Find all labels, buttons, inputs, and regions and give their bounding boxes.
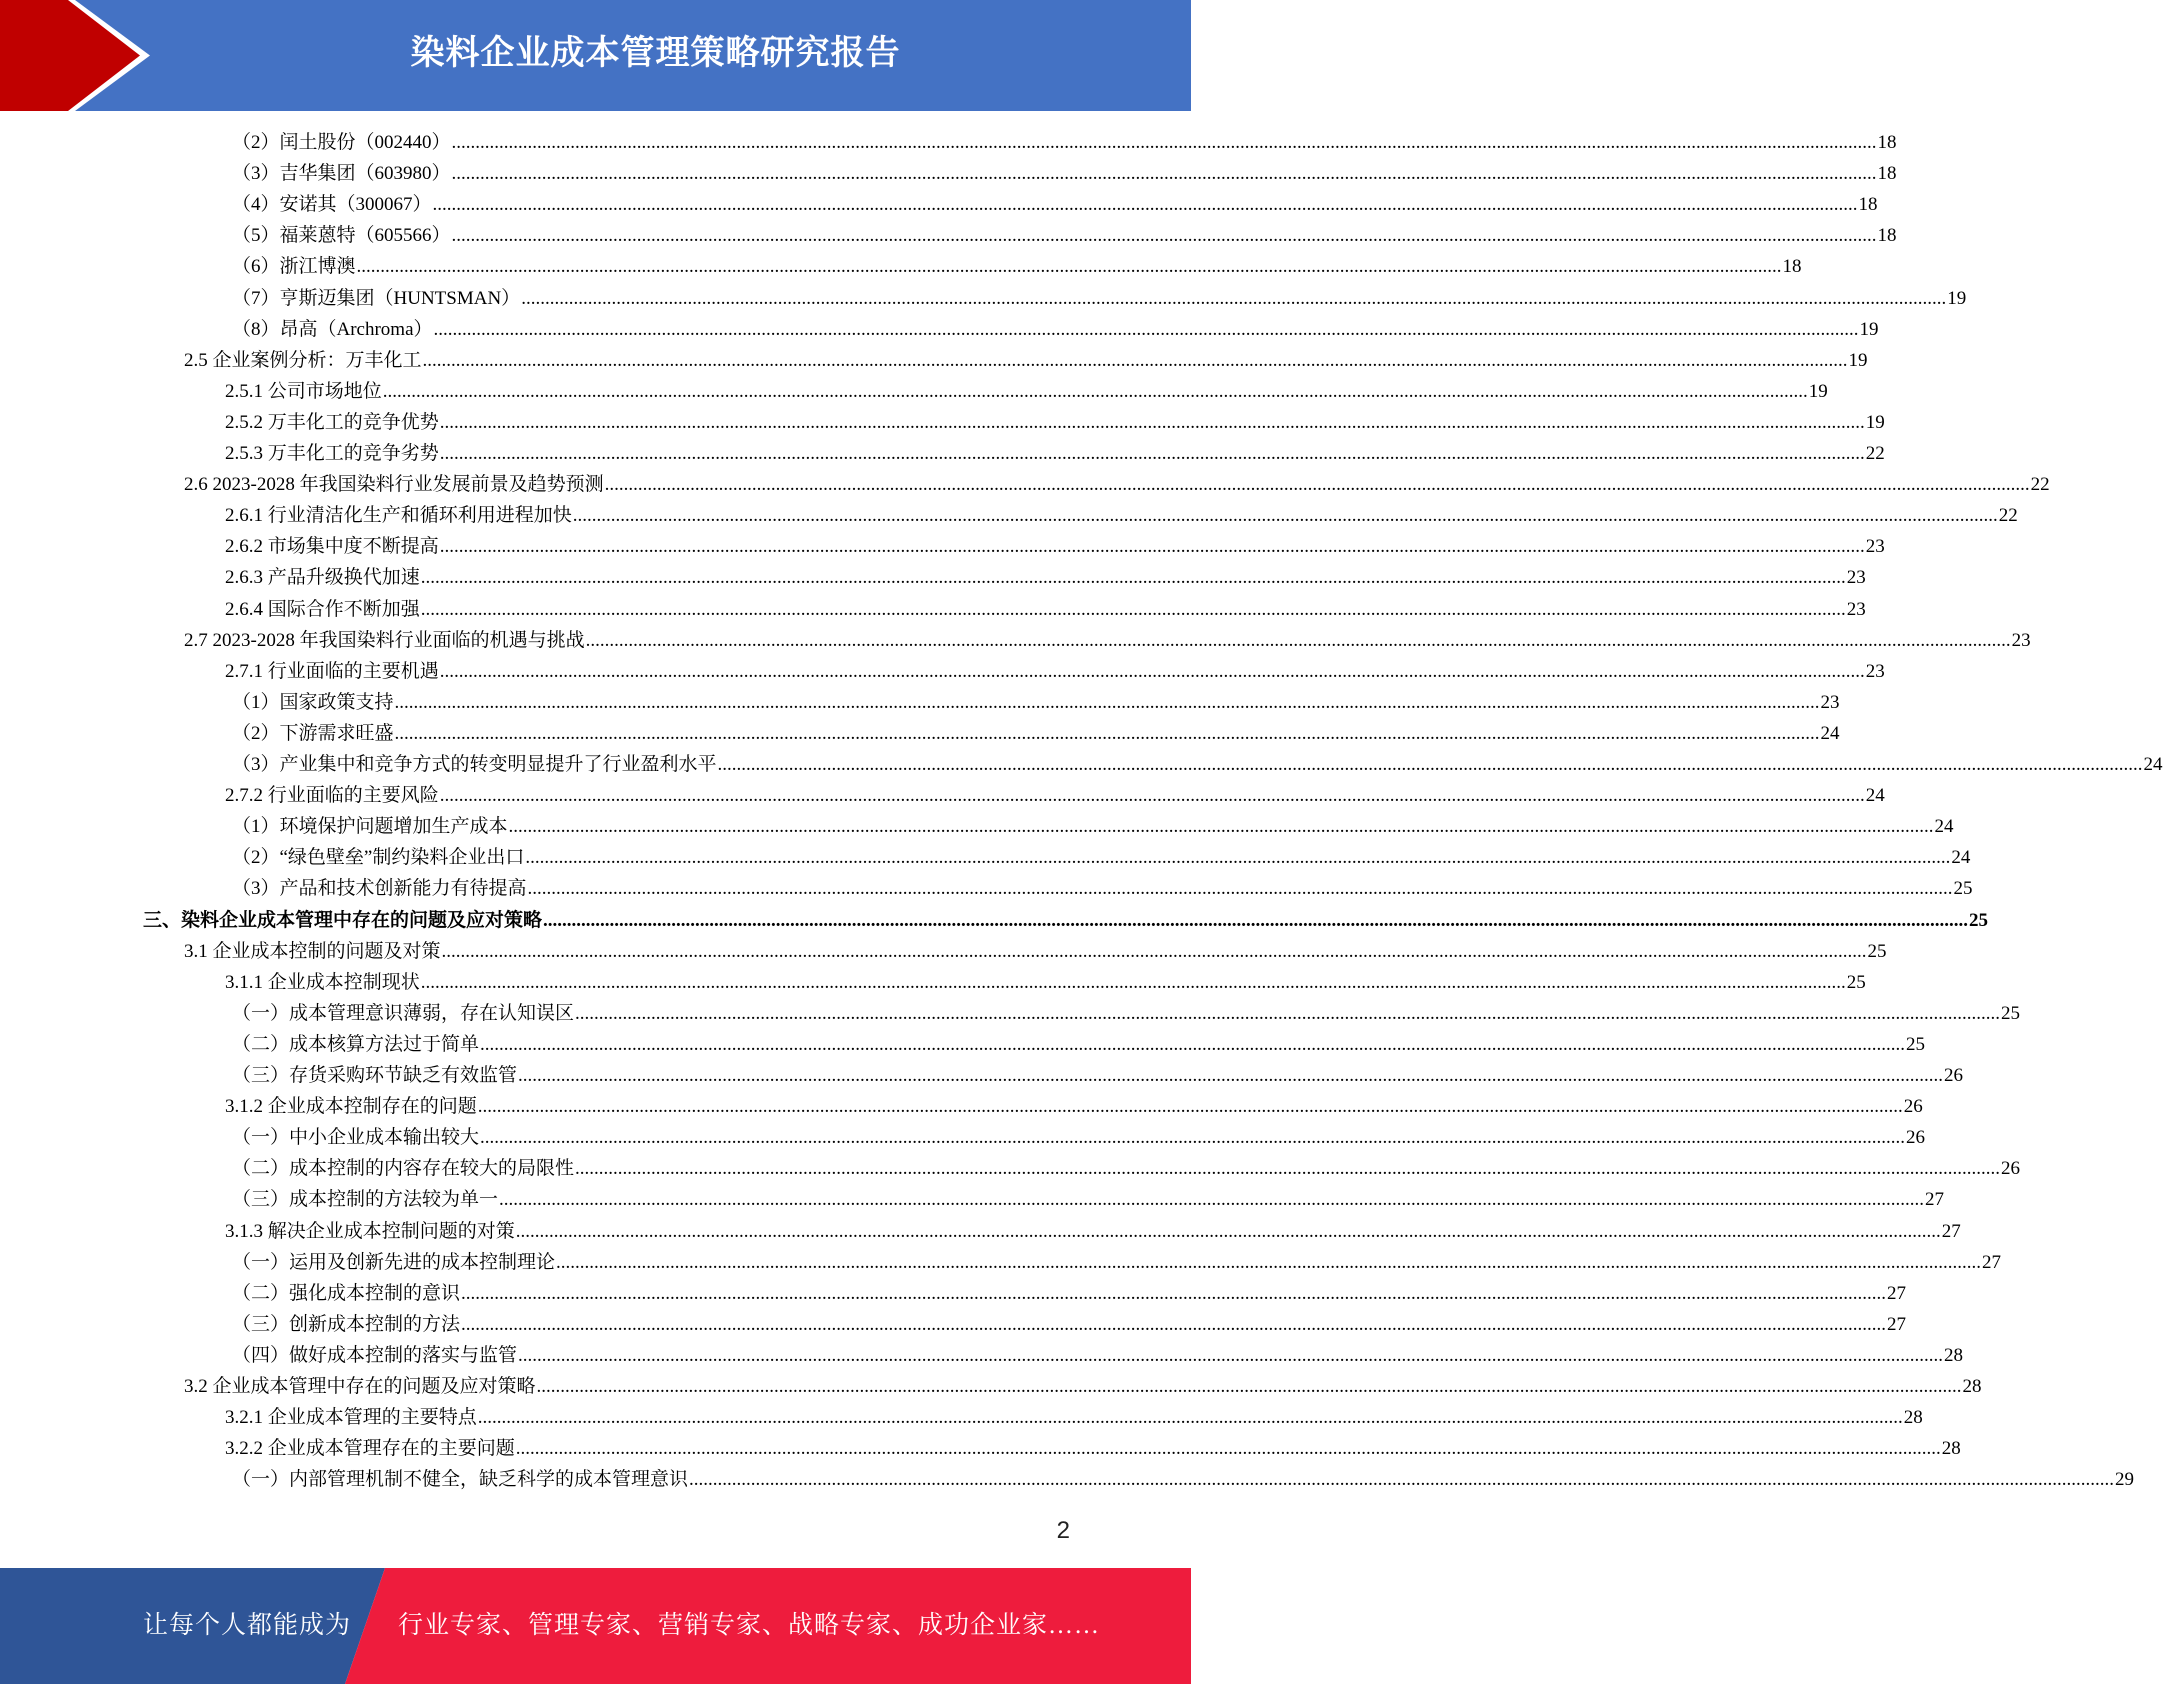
toc-leader-dots: ............................................................................................................................................................................................................................................................................................................ bbox=[717, 754, 2143, 775]
toc-leader-dots: ............................................................................................................................................................................................................................................................................................................ bbox=[556, 1252, 1982, 1273]
toc-leader-dots: ............................................................................................................................................................................................................................................................................................................ bbox=[433, 319, 1859, 340]
toc-entry-page: 18 bbox=[1782, 256, 1802, 277]
page-header bbox=[0, 0, 1191, 111]
toc-entry-page: 28 bbox=[1944, 1345, 1964, 1366]
toc-entry-title: 三、染料企业成本管理中存在的问题及应对策略 bbox=[143, 910, 543, 931]
toc-leader-dots: ............................................................................................................................................................................................................................................................................................................ bbox=[461, 1314, 1887, 1335]
toc-entry-page: 27 bbox=[1925, 1189, 1945, 1210]
toc-entry[interactable] bbox=[225, 1216, 1961, 1247]
toc-entry[interactable] bbox=[184, 936, 1887, 967]
toc-entry[interactable] bbox=[232, 998, 2021, 1029]
toc-entry-page: 28 bbox=[1941, 1438, 1961, 1459]
toc-entry-title: （二）强化成本控制的意识 bbox=[232, 1283, 461, 1304]
toc-entry[interactable] bbox=[225, 1402, 1923, 1433]
toc-entry[interactable] bbox=[232, 1122, 1926, 1153]
toc-leader-dots: ............................................................................................................................................................................................................................................................................................................ bbox=[575, 1003, 2001, 1024]
toc-entry-title: （4）安诺其（300067） bbox=[232, 194, 432, 215]
toc-entry-title: 2.7 2023-2028 年我国染料行业面临的机遇与挑战 bbox=[184, 630, 585, 651]
toc-entry-title: （二）成本核算方法过于简单 bbox=[232, 1034, 480, 1055]
toc-leader-dots: ............................................................................................................................................................................................................................................................................................................ bbox=[518, 1345, 1944, 1366]
toc-leader-dots: ............................................................................................................................................................................................................................................................................................................ bbox=[394, 692, 1820, 713]
toc-entry-title: （一）中小企业成本输出较大 bbox=[232, 1127, 480, 1148]
toc-leader-dots: ............................................................................................................................................................................................................................................................................................................ bbox=[515, 1221, 1941, 1242]
toc-entry[interactable] bbox=[225, 656, 1885, 687]
toc-entry[interactable] bbox=[184, 625, 2031, 656]
toc-entry[interactable] bbox=[225, 407, 1885, 438]
toc-leader-dots: ............................................................................................................................................................................................................................................................................................................ bbox=[585, 630, 2011, 651]
toc-leader-dots: ............................................................................................................................................................................................................................................................................................................ bbox=[515, 1438, 1941, 1459]
toc-entry[interactable] bbox=[184, 345, 1868, 376]
footer-slogan-right: 行业专家、管理专家、营销专家、战略专家、成功企业家…… bbox=[398, 1612, 1101, 1639]
toc-entry-title: （一）内部管理机制不健全，缺乏科学的成本管理意识 bbox=[232, 1469, 689, 1490]
toc-entry-title: 2.5 企业案例分析：万丰化工 bbox=[184, 350, 422, 371]
toc-entry-page: 25 bbox=[1953, 878, 1973, 899]
page-footer bbox=[0, 1568, 1191, 1684]
toc-entry-page: 19 bbox=[1865, 412, 1885, 433]
toc-entry-title: （6）浙江博澳 bbox=[232, 256, 356, 277]
toc-entry-title: （2）闰土股份（002440） bbox=[232, 132, 451, 153]
toc-entry[interactable] bbox=[232, 1340, 1964, 1371]
toc-entry-page: 24 bbox=[1951, 847, 1971, 868]
toc-entry-title: （1）环境保护问题增加生产成本 bbox=[232, 816, 508, 837]
toc-entry[interactable] bbox=[232, 314, 1879, 345]
toc-entry-page: 26 bbox=[2001, 1158, 2021, 1179]
toc-entry-title: （二）成本控制的内容存在较大的局限性 bbox=[232, 1158, 575, 1179]
toc-entry[interactable] bbox=[225, 967, 1866, 998]
toc-leader-dots: ............................................................................................................................................................................................................................................................................................................ bbox=[439, 661, 1865, 682]
toc-entry[interactable] bbox=[225, 500, 2018, 531]
toc-entry-title: （一）成本管理意识薄弱，存在认知误区 bbox=[232, 1003, 575, 1024]
toc-entry[interactable] bbox=[184, 1371, 1982, 1402]
toc-entry[interactable] bbox=[232, 220, 1897, 251]
toc-entry[interactable] bbox=[232, 251, 1802, 282]
toc-entry[interactable] bbox=[232, 873, 1973, 904]
toc-leader-dots: ............................................................................................................................................................................................................................................................................................................ bbox=[543, 910, 1969, 931]
toc-entry-title: （四）做好成本控制的落实与监管 bbox=[232, 1345, 518, 1366]
toc-entry[interactable] bbox=[232, 1060, 1964, 1091]
toc-entry-title: 2.7.1 行业面临的主要机遇 bbox=[225, 661, 439, 682]
toc-leader-dots: ............................................................................................................................................................................................................................................................................................................ bbox=[572, 505, 1998, 526]
toc-entry-title: 2.7.2 行业面临的主要风险 bbox=[225, 785, 439, 806]
toc-entry-title: 2.6.4 国际合作不断加强 bbox=[225, 599, 420, 620]
toc-leader-dots: ............................................................................................................................................................................................................................................................................................................ bbox=[604, 474, 2030, 495]
toc-entry[interactable] bbox=[225, 594, 1866, 625]
toc-entry[interactable] bbox=[184, 469, 2050, 500]
toc-entry-page: 18 bbox=[1877, 132, 1897, 153]
toc-entry-page: 25 bbox=[1969, 910, 1989, 931]
toc-leader-dots: ............................................................................................................................................................................................................................................................................................................ bbox=[499, 1189, 1925, 1210]
toc-entry[interactable] bbox=[232, 842, 1971, 873]
toc-leader-dots: ............................................................................................................................................................................................................................................................................................................ bbox=[451, 163, 1877, 184]
toc-entry[interactable] bbox=[232, 687, 1840, 718]
toc-entry[interactable] bbox=[232, 1184, 1945, 1215]
toc-entry-title: 3.1.1 企业成本控制现状 bbox=[225, 972, 420, 993]
toc-entry-title: （2）“绿色壁垒”制约染料企业出口 bbox=[232, 847, 525, 868]
toc-entry-page: 18 bbox=[1877, 163, 1897, 184]
toc-entry[interactable] bbox=[225, 438, 1885, 469]
toc-entry-page: 19 bbox=[1859, 319, 1879, 340]
toc-leader-dots: ............................................................................................................................................................................................................................................................................................................ bbox=[477, 1407, 1903, 1428]
toc-leader-dots: ............................................................................................................................................................................................................................................................................................................ bbox=[432, 194, 1858, 215]
toc-entry-title: 2.5.3 万丰化工的竞争劣势 bbox=[225, 443, 439, 464]
toc-entry-page: 29 bbox=[2115, 1469, 2135, 1490]
toc-entry-page: 24 bbox=[1865, 785, 1885, 806]
toc-leader-dots: ............................................................................................................................................................................................................................................................................................................ bbox=[508, 816, 1934, 837]
toc-leader-dots: ............................................................................................................................................................................................................................................................................................................ bbox=[477, 1096, 1903, 1117]
toc-entry-title: （三）成本控制的方法较为单一 bbox=[232, 1189, 499, 1210]
toc-entry-page: 18 bbox=[1858, 194, 1878, 215]
toc-entry-title: （三）存货采购环节缺乏有效监管 bbox=[232, 1065, 518, 1086]
toc-leader-dots: ............................................................................................................................................................................................................................................................................................................ bbox=[420, 972, 1846, 993]
toc-entry-page: 28 bbox=[1903, 1407, 1923, 1428]
toc-entry-page: 28 bbox=[1962, 1376, 1982, 1397]
toc-entry-title: 2.5.2 万丰化工的竞争优势 bbox=[225, 412, 439, 433]
toc-leader-dots: ............................................................................................................................................................................................................................................................................................................ bbox=[439, 785, 1865, 806]
toc-entry-title: （3）产业集中和竞争方式的转变明显提升了行业盈利水平 bbox=[232, 754, 717, 775]
toc-leader-dots: ............................................................................................................................................................................................................................................................................................................ bbox=[536, 1376, 1962, 1397]
toc-entry-page: 19 bbox=[1808, 381, 1828, 402]
toc-entry-page: 26 bbox=[1903, 1096, 1923, 1117]
toc-entry-page: 22 bbox=[1998, 505, 2018, 526]
toc-entry-page: 22 bbox=[1865, 443, 1885, 464]
toc-entry-title: 2.6 2023-2028 年我国染料行业发展前景及趋势预测 bbox=[184, 474, 604, 495]
toc-leader-dots: ............................................................................................................................................................................................................................................................................................................ bbox=[527, 878, 1953, 899]
toc-entry-title: 3.1.3 解决企业成本控制问题的对策 bbox=[225, 1221, 515, 1242]
toc-entry-title: （5）福莱蒽特（605566） bbox=[232, 225, 451, 246]
toc-entry-title: （8）昂高（Archroma） bbox=[232, 319, 433, 340]
toc-leader-dots: ............................................................................................................................................................................................................................................................................................................ bbox=[480, 1127, 1906, 1148]
toc-entry[interactable] bbox=[232, 189, 1878, 220]
toc-leader-dots: ............................................................................................................................................................................................................................................................................................................ bbox=[521, 288, 1947, 309]
toc-leader-dots: ............................................................................................................................................................................................................................................................................................................ bbox=[525, 847, 1951, 868]
toc-entry-page: 27 bbox=[1941, 1221, 1961, 1242]
toc-entry-page: 23 bbox=[1846, 599, 1866, 620]
toc-leader-dots: ............................................................................................................................................................................................................................................................................................................ bbox=[356, 256, 1782, 277]
toc-entry-page: 18 bbox=[1877, 225, 1897, 246]
toc-leader-dots: ............................................................................................................................................................................................................................................................................................................ bbox=[439, 412, 1865, 433]
toc-entry-page: 25 bbox=[2001, 1003, 2021, 1024]
report-title: 染料企业成本管理策略研究报告 bbox=[410, 33, 901, 73]
toc-entry[interactable] bbox=[232, 811, 1954, 842]
toc-entry[interactable] bbox=[232, 1153, 2021, 1184]
toc-entry-page: 23 bbox=[1820, 692, 1840, 713]
toc-entry-page: 25 bbox=[1906, 1034, 1926, 1055]
toc-entry[interactable] bbox=[232, 1309, 1907, 1340]
toc-entry[interactable] bbox=[225, 531, 1885, 562]
toc-entry[interactable] bbox=[143, 905, 1989, 936]
toc-entry[interactable] bbox=[232, 283, 1967, 314]
toc-entry-title: 3.2 企业成本管理中存在的问题及应对策略 bbox=[184, 1376, 536, 1397]
toc-entry-page: 26 bbox=[1944, 1065, 1964, 1086]
toc-entry-title: （3）产品和技术创新能力有待提高 bbox=[232, 878, 527, 899]
toc-entry-page: 24 bbox=[2143, 754, 2163, 775]
toc-leader-dots: ............................................................................................................................................................................................................................................................................................................ bbox=[394, 723, 1820, 744]
toc-entry[interactable] bbox=[232, 1247, 2002, 1278]
toc-leader-dots: ............................................................................................................................................................................................................................................................................................................ bbox=[439, 536, 1865, 557]
toc-entry-page: 24 bbox=[1820, 723, 1840, 744]
toc-entry-page: 23 bbox=[1846, 567, 1866, 588]
toc-entry-page: 27 bbox=[1982, 1252, 2002, 1273]
toc-leader-dots: ............................................................................................................................................................................................................................................................................................................ bbox=[382, 381, 1808, 402]
toc-entry-page: 23 bbox=[1865, 536, 1885, 557]
toc-entry-title: （7）亨斯迈集团（HUNTSMAN） bbox=[232, 288, 521, 309]
toc-entry[interactable] bbox=[232, 1278, 1907, 1309]
toc-entry-title: 2.6.3 产品升级换代加速 bbox=[225, 567, 420, 588]
toc-entry[interactable] bbox=[232, 1464, 2135, 1495]
toc-leader-dots: ............................................................................................................................................................................................................................................................................................................ bbox=[420, 599, 1846, 620]
toc-entry-page: 26 bbox=[1906, 1127, 1926, 1148]
toc-leader-dots: ............................................................................................................................................................................................................................................................................................................ bbox=[422, 350, 1848, 371]
toc-entry-title: 2.6.2 市场集中度不断提高 bbox=[225, 536, 439, 557]
toc-leader-dots: ............................................................................................................................................................................................................................................................................................................ bbox=[518, 1065, 1944, 1086]
header-chevron-decoration bbox=[0, 0, 140, 111]
toc-entry-title: 3.2.1 企业成本管理的主要特点 bbox=[225, 1407, 477, 1428]
toc-leader-dots: ............................................................................................................................................................................................................................................................................................................ bbox=[441, 941, 1867, 962]
toc-leader-dots: ............................................................................................................................................................................................................................................................................................................ bbox=[420, 567, 1846, 588]
toc-entry-title: 2.5.1 公司市场地位 bbox=[225, 381, 382, 402]
toc-entry-page: 27 bbox=[1887, 1314, 1907, 1335]
toc-entry[interactable] bbox=[232, 1029, 1926, 1060]
toc-entry-title: （一）运用及创新先进的成本控制理论 bbox=[232, 1252, 556, 1273]
toc-entry[interactable] bbox=[232, 749, 2163, 780]
toc-leader-dots: ............................................................................................................................................................................................................................................................................................................ bbox=[480, 1034, 1906, 1055]
toc-leader-dots: ............................................................................................................................................................................................................................................................................................................ bbox=[451, 225, 1877, 246]
toc-entry[interactable] bbox=[232, 158, 1897, 189]
toc-entry-title: 3.1.2 企业成本控制存在的问题 bbox=[225, 1096, 477, 1117]
toc-entry-page: 23 bbox=[2011, 630, 2031, 651]
toc-entry-title: （3）吉华集团（603980） bbox=[232, 163, 451, 184]
toc-entry-title: 2.6.1 行业清洁化生产和循环利用进程加快 bbox=[225, 505, 572, 526]
toc-entry-page: 25 bbox=[1846, 972, 1866, 993]
toc-entry-page: 19 bbox=[1947, 288, 1967, 309]
toc-entry-page: 25 bbox=[1867, 941, 1887, 962]
toc-entry[interactable] bbox=[232, 127, 1897, 158]
toc-entry-page: 22 bbox=[2030, 474, 2050, 495]
toc-entry-title: （三）创新成本控制的方法 bbox=[232, 1314, 461, 1335]
toc-entry[interactable] bbox=[225, 780, 1885, 811]
toc-leader-dots: ............................................................................................................................................................................................................................................................................................................ bbox=[461, 1283, 1887, 1304]
toc-entry-page: 27 bbox=[1887, 1283, 1907, 1304]
toc-leader-dots: ............................................................................................................................................................................................................................................................................................................ bbox=[439, 443, 1865, 464]
footer-slogan-left: 让每个人都能成为 bbox=[143, 1612, 352, 1639]
toc-entry[interactable] bbox=[225, 376, 1828, 407]
toc-entry[interactable] bbox=[225, 562, 1866, 593]
toc-entry-title: 3.2.2 企业成本管理存在的主要问题 bbox=[225, 1438, 515, 1459]
page-number: 2 bbox=[1056, 1517, 1070, 1544]
toc-entry-title: 3.1 企业成本控制的问题及对策 bbox=[184, 941, 441, 962]
toc-entry-title: （1）国家政策支持 bbox=[232, 692, 394, 713]
toc-leader-dots: ............................................................................................................................................................................................................................................................................................................ bbox=[689, 1469, 2115, 1490]
toc-entry-page: 24 bbox=[1934, 816, 1954, 837]
toc-entry-page: 19 bbox=[1848, 350, 1868, 371]
toc-leader-dots: ............................................................................................................................................................................................................................................................................................................ bbox=[575, 1158, 2001, 1179]
toc-entry[interactable] bbox=[225, 1091, 1923, 1122]
toc-entry[interactable] bbox=[225, 1433, 1961, 1464]
toc-entry-title: （2）下游需求旺盛 bbox=[232, 723, 394, 744]
toc-entry-page: 23 bbox=[1865, 661, 1885, 682]
toc-leader-dots: ............................................................................................................................................................................................................................................................................................................ bbox=[451, 132, 1877, 153]
toc-entry[interactable] bbox=[232, 718, 1840, 749]
